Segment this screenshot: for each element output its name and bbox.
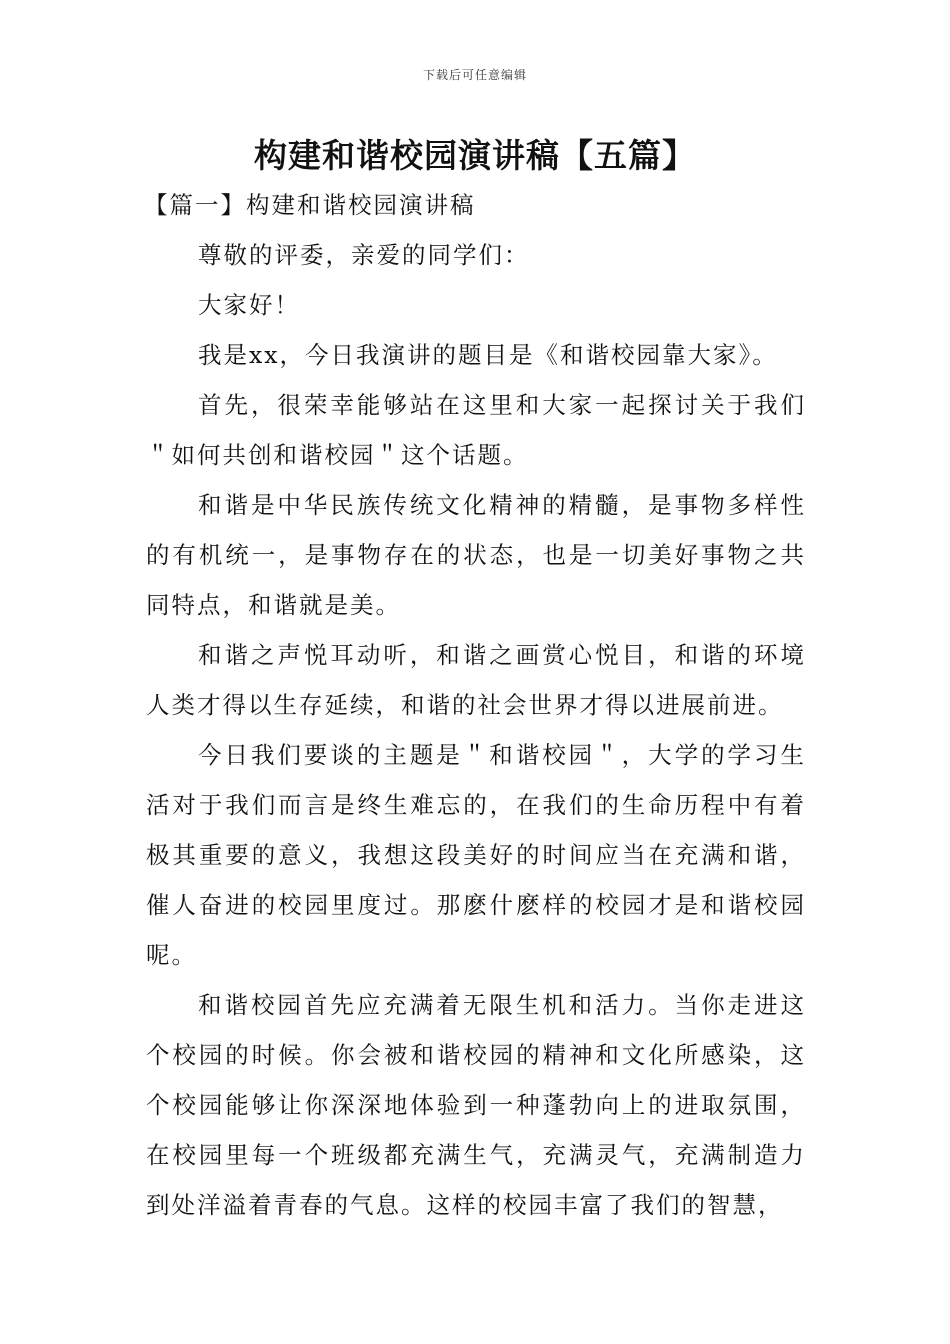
- paragraph: 今日我们要谈的主题是＂和谐校园＂，大学的学习生活对于我们而言是终生难忘的，在我们的生命历程中有着极其重要的意义，我想这段美好的时间应当在充满和谐，催人奋进的校园里度过。那麽什麽样的校园才是和谐校园呢。: [146, 741, 806, 969]
- paragraph: 首先，很荣幸能够站在这里和大家一起探讨关于我们＂如何共创和谐校园＂这个话题。: [146, 391, 806, 469]
- paragraph-greeting: 尊敬的评委，亲爱的同学们：: [198, 241, 530, 269]
- paragraph: 和谐校园首先应充满着无限生机和活力。当你走进这个校园的时候。你会被和谐校园的精神和文化所感染，这个校园能够让你深深地体验到一种蓬勃向上的进取氛围，在校园里每一个班级都充满生气，充满灵气，充满制造力到处洋溢着青春的气息。这样的校园丰富了我们的智慧，: [146, 991, 806, 1219]
- section-heading: 【篇一】构建和谐校园演讲稿: [144, 191, 476, 219]
- paragraph-intro: 我是xx，今日我演讲的题目是《和谐校园靠大家》。: [198, 341, 778, 369]
- document-body: [146, 180, 806, 1230]
- paragraph-hello: 大家好！: [198, 291, 300, 319]
- page-title: 构建和谐校园演讲稿【五篇】: [254, 136, 696, 175]
- paragraph: 和谐是中华民族传统文化精神的精髓，是事物多样性的有机统一，是事物存在的状态，也是一切美好事物之共同特点，和谐就是美。: [146, 491, 806, 619]
- paragraph: 和谐之声悦耳动听，和谐之画赏心悦目，和谐的环境人类才得以生存延续，和谐的社会世界才得以进展前进。: [146, 641, 806, 719]
- header-note: 下载后可任意编辑: [422, 68, 527, 82]
